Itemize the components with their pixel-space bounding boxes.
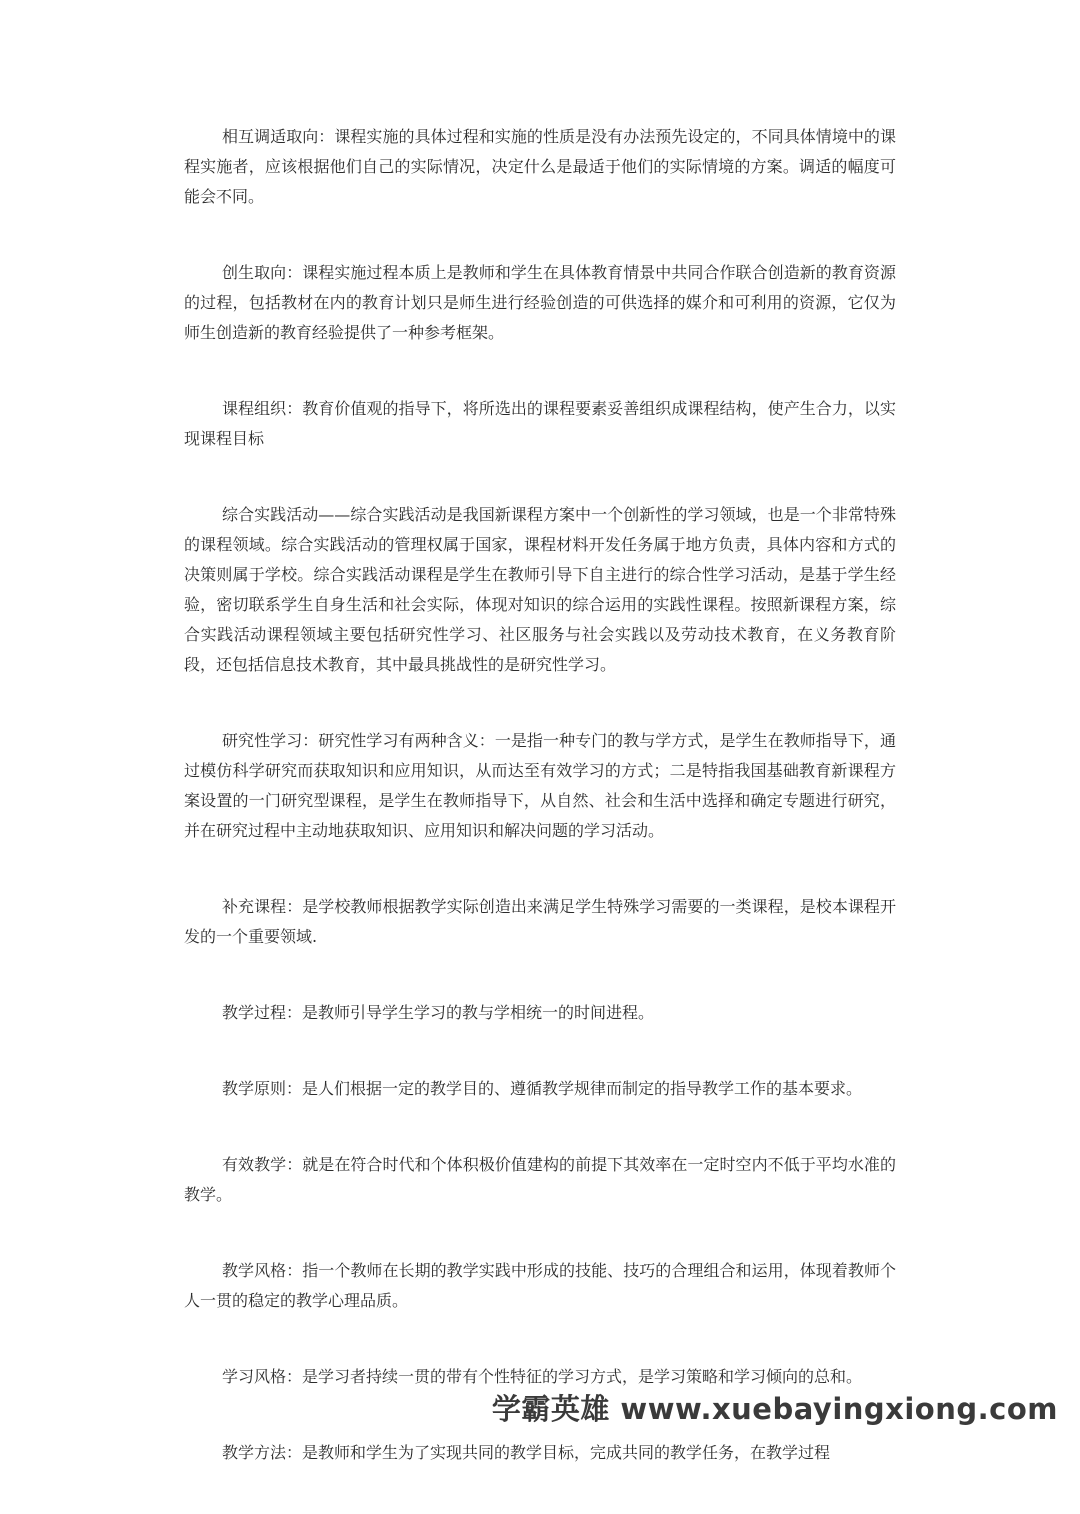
paragraph-learning-style: 学习风格：是学习者持续一贯的带有个性特征的学习方式，是学习策略和学习倾向的总和。 xyxy=(222,1367,863,1386)
paragraph-effective-teaching: 有效教学：就是在符合时代和个体积极价值建构的前提下其效率在一定时空内不低于平均水准的教学。 xyxy=(184,1155,896,1204)
site-watermark: 学霸英雄 www.xuebayingxiong.com xyxy=(491,1392,1058,1426)
paragraph-teaching-process: 教学过程：是教师引导学生学习的教与学相统一的时间进程。 xyxy=(222,1003,655,1022)
paragraph-teaching-principle: 教学原则：是人们根据一定的教学目的、遵循教学规律而制定的指导教学工作的基本要求。 xyxy=(222,1079,863,1098)
paragraph-research-learning: 研究性学习：研究性学习有两种含义：一是指一种专门的教与学方式，是学生在教师指导下，通过模仿科学研究而获取知识和应用知识，从而达至有效学习的方式；二是特指我国基础教育新课程方案设置的一门研究型课程，是学生在教师指导下，从自然、社会和生活中选择和确定专题进行研究，并在研究过程中主动地获取知识、应用知识和解决问题的学习活动。 xyxy=(184,731,896,840)
paragraph-creation-orientation: 创生取向：课程实施过程本质上是教师和学生在具体教育情景中共同合作联合创造新的教育资源的过程，包括教材在内的教育计划只是师生进行经验创造的可供选择的媒介和可利用的资源，它仅为师生创造新的教育经验提供了一种参考框架。 xyxy=(184,263,896,342)
paragraph-supplementary-course: 补充课程：是学校教师根据教学实际创造出来满足学生特殊学习需要的一类课程，是校本课程开发的一个重要领域. xyxy=(184,897,896,946)
paragraph-curriculum-organization: 课程组织：教育价值观的指导下，将所选出的课程要素妥善组织成课程结构，使产生合力，以实现课程目标 xyxy=(184,399,896,448)
document-body xyxy=(184,122,896,1514)
paragraph-mutual-adaptation: 相互调适取向：课程实施的具体过程和实施的性质是没有办法预先设定的，不同具体情境中的课程实施者，应该根据他们自己的实际情况，决定什么是最适于他们的实际情境的方案。调适的幅度可能会不同。 xyxy=(184,127,896,206)
paragraph-teaching-method: 教学方法：是教师和学生为了实现共同的教学目标，完成共同的教学任务，在教学过程 xyxy=(222,1443,831,1462)
paragraph-teaching-style: 教学风格：指一个教师在长期的教学实践中形成的技能、技巧的合理组合和运用，体现着教师个人一贯的稳定的教学心理品质。 xyxy=(184,1261,896,1310)
paragraph-integrated-practice: 综合实践活动——综合实践活动是我国新课程方案中一个创新性的学习领域，也是一个非常特殊的课程领域。综合实践活动的管理权属于国家，课程材料开发任务属于地方负责，具体内容和方式的决策则属于学校。综合实践活动课程是学生在教师引导下自主进行的综合性学习活动，是基于学生经验，密切联系学生自身生活和社会实际，体现对知识的综合运用的实践性课程。按照新课程方案，综合实践活动课程领域主要包括研究性学习、社区服务与社会实践以及劳动技术教育，在义务教育阶段，还包括信息技术教育，其中最具挑战性的是研究性学习。 xyxy=(184,505,896,674)
